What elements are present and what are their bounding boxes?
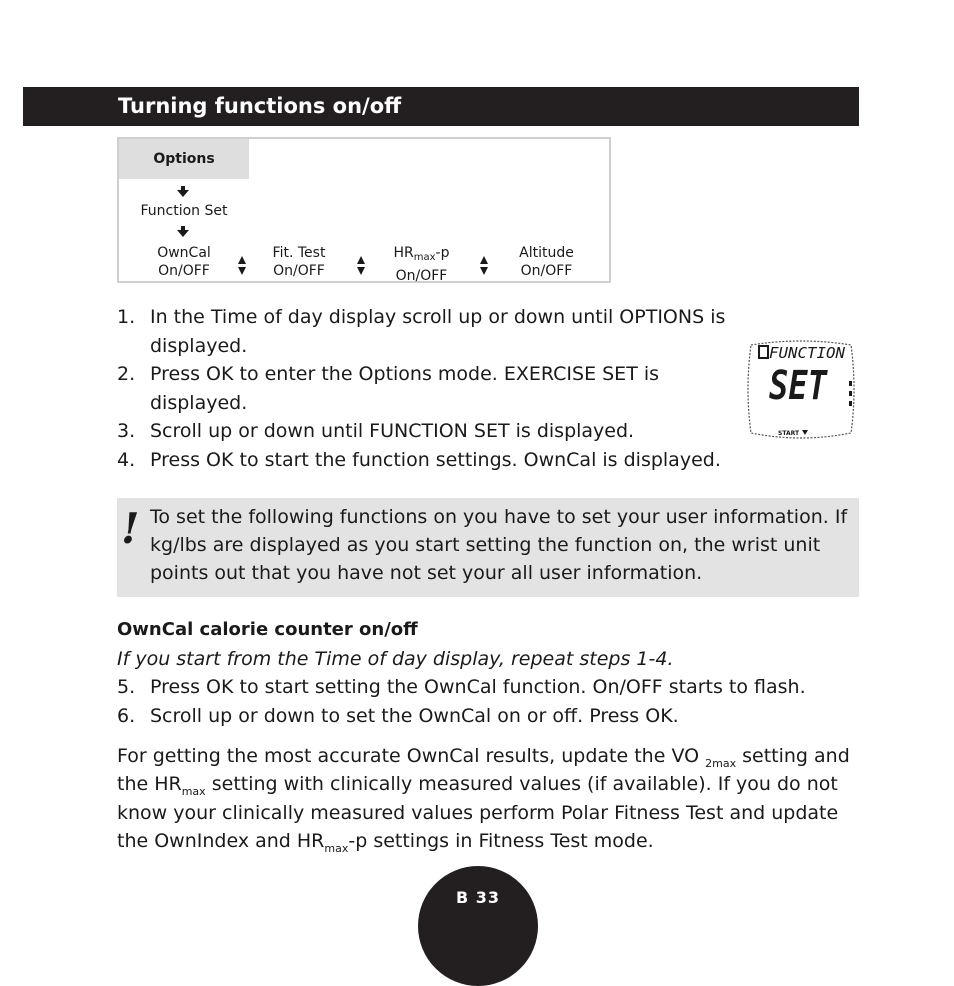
exclamation-icon: ! [121, 504, 140, 553]
item-state: On/OFF [158, 263, 210, 279]
arrow-down-icon [177, 190, 189, 197]
watch-top-text: FUNCTION [769, 344, 847, 362]
menu-flow-diagram [117, 137, 611, 283]
item-name: Altitude [519, 245, 574, 261]
steps-list-owncal [117, 673, 857, 730]
list-item: 4. Press OK to start the function settings. OwnCal is displayed. [117, 448, 721, 471]
diagram-item-altitude [499, 244, 594, 280]
page-number: B 33 [455, 888, 501, 907]
segment-bar-icon [849, 381, 852, 386]
status-square-icon [759, 346, 768, 358]
list-item: 5. Press OK to start setting the OwnCal function. On/OFF starts to flash. [117, 676, 806, 698]
function-set-label: Function Set [140, 203, 228, 219]
item-name: OwnCal [157, 245, 211, 261]
diagram-item-hrmax-p [374, 244, 469, 285]
page-title: Turning functions on/off [118, 94, 402, 118]
diagram-item-fit-test [254, 244, 344, 280]
list-item: 1. In the Time of day display scroll up or down until OPTIONS is displayed. [117, 306, 726, 357]
item-name: Fit. Test [272, 245, 326, 261]
item-name: $HR_{max}-p$ [393, 245, 450, 263]
item-state: On/OFF [395, 268, 448, 284]
page-number-tab [418, 866, 538, 986]
section-title: OwnCal calorie counter on/off [117, 619, 418, 640]
list-item: 6. Scroll up or down to set the OwnCal on or off. Press OK. [117, 704, 679, 727]
scroll-updown-icon [480, 256, 488, 276]
steps-list-intro [117, 303, 737, 474]
segment-bar-icon [849, 391, 852, 396]
scroll-updown-icon [238, 256, 246, 276]
watch-display-illustration [745, 339, 857, 441]
diagram-item-owncal [139, 244, 229, 280]
segment-bar-icon [849, 401, 852, 406]
owncal-paragraph: For getting the most accurate OwnCal results, update the VO $_{2max}$ setting and the $HR_{max}$ setting with clinically measured values (if available). If you do not know your clinically measured values perform Polar Fitness Test and update the OwnIndex and $HR_{max}-p$ settings in Fitness Test mode. [117, 745, 850, 855]
section-header-bar [23, 87, 859, 126]
watch-bottom-text: START [778, 430, 800, 437]
note-text: To set the following functions on you have to set your user information. If kg/lbs are displayed as you start setting the function on, the wrist unit points out that you have not set your all user information. [150, 506, 848, 584]
note-box [117, 498, 859, 597]
list-item: 2. Press OK to enter the Options mode. EXERCISE SET is displayed. [117, 363, 660, 414]
scroll-updown-icon [357, 256, 365, 276]
item-state: On/OFF [520, 263, 573, 279]
arrow-down-icon [177, 230, 189, 237]
list-item: 3. Scroll up or down until FUNCTION SET is displayed. [117, 420, 635, 442]
section-instruction: If you start from the Time of day display, repeat steps 1-4. [117, 648, 674, 670]
watch-main-text: SET [769, 363, 829, 409]
triangle-down-icon [802, 430, 808, 435]
options-label: Options [119, 139, 249, 179]
item-state: On/OFF [273, 263, 325, 279]
